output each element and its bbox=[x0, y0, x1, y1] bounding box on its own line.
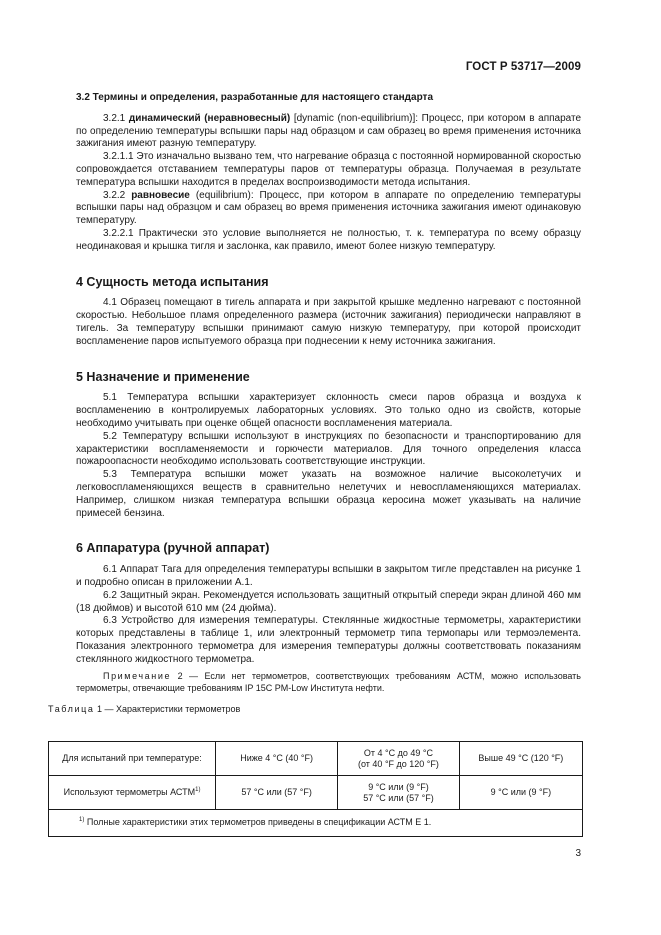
footnote-ref: 1) bbox=[195, 787, 201, 793]
section-5-heading: 5 Назначение и применение bbox=[76, 369, 250, 384]
cell-line: (от 40 °F до 120 °F) bbox=[358, 758, 439, 769]
paragraph-6-3: 6.3 Устройство для измерения температуры. Стеклянные жидкостные термометры, характеристики которых представлены в таблице 1, или электронный термометр типа термопары или термоэлемента. Показания электронного термометра для измерения температуры должны соответствовать показаниям стеклянного жидкостного термометра. bbox=[76, 615, 581, 665]
table-footnote bbox=[49, 810, 583, 837]
definition-text: [dynamic (non-equilibrium)]: Процесс, при котором в аппарате по определению температуры вспышки пары над образцом и сам образец во время применения источника зажигания имеют разную температуру. bbox=[76, 112, 582, 150]
table-cell bbox=[338, 742, 460, 776]
section-6-heading: 6 Аппаратура (ручной аппарат) bbox=[76, 541, 270, 556]
cell-line: 57 °С или (57 °F) bbox=[363, 792, 434, 803]
cell-text: Используют термометры АСТМ bbox=[63, 787, 196, 797]
row-header-cell bbox=[49, 776, 216, 810]
row-header-cell: Для испытаний при температуре: bbox=[49, 742, 216, 776]
note-label: Примечание bbox=[103, 671, 172, 682]
table-caption-label: Таблица bbox=[48, 704, 95, 715]
paragraph-6-2: 6.2 Защитный экран. Рекомендуется использовать защитный открытый спереди экран длиной 460 мм (18 дюймов) и высотой 610 мм (24 дюйма). bbox=[76, 589, 581, 614]
table-cell: 9 °С или (9 °F) bbox=[459, 776, 582, 810]
table-footnote-row bbox=[49, 810, 583, 837]
paragraph-number: 3.2.1 bbox=[103, 112, 126, 124]
paragraph-3-2-1-1: 3.2.1.1 Это изначально вызвано тем, что нагревание образца с постоянной нормированной скоростью сопровождается отставанием температуры паров от температуры образца. Получаемая в результате температура вспышки находится в пределах воспроизводимости метода испытания. bbox=[76, 151, 581, 188]
paragraph-4-1: 4.1 Образец помещают в тигель аппарата и при закрытой крышке медленно нагревают с постоянной скоростью. Небольшое пламя определенного размера (источник зажигания) периодически направляют в тигель. За температуру вспышки принимают самую низкую температуру, при которой происходит воспламенение паров испытуемого образца при поднесении к нему источника зажигания. bbox=[76, 297, 581, 347]
paragraph-5-3: 5.3 Температура вспышки может указать на возможное наличие высоколетучих и легковоспламеняющихся веществ в сравнительно нелетучих и невоспламеняющихся материалах. Например, слишком низкая температура вспышки образца керосина может указывать на наличие примесей бензина. bbox=[76, 469, 581, 519]
term-dynamic: динамический (неравновесный) bbox=[128, 112, 291, 124]
table-caption-text: 1 — Характеристики термометров bbox=[97, 704, 241, 715]
note-2 bbox=[76, 671, 581, 694]
section-4-heading: 4 Сущность метода испытания bbox=[76, 274, 269, 289]
paragraph-6-1: 6.1 Аппарат Тага для определения температуры вспышки в закрытом тигле представлен на рисунке 1 и подробно описан в приложении А.1. bbox=[76, 564, 581, 588]
definition-text: (equilibrium): Процесс, при котором в аппарате по определению температуры вспышки пары над образцом и сам образец во время применения источника зажигания имеют одинаковую температуру. bbox=[76, 189, 581, 227]
paragraph-5-1: 5.1 Температура вспышки характеризует склонность смеси паров образца и воздуха к воспламенению в контролируемых лабораторных условиях. Это только одно из свойств, которые необходимо учитывать при оценке общей опасности воспламенения материала. bbox=[76, 392, 581, 429]
section-3-2-heading: 3.2 Термины и определения, разработанные для настоящего стандарта bbox=[76, 92, 434, 103]
paragraph-3-2-2 bbox=[76, 190, 581, 228]
table-cell bbox=[338, 776, 460, 810]
table-cell: 57 °С или (57 °F) bbox=[216, 776, 338, 810]
table-cell: Выше 49 °С (120 °F) bbox=[459, 742, 582, 776]
table-row bbox=[49, 742, 583, 776]
table-caption bbox=[48, 703, 581, 716]
paragraph-3-2-2-1: 3.2.2.1 Практически это условие выполняется не полностью, т. к. температура по всему образцу неодинаковая и крышка тигля и заслонка, как правило, имеют более низкую температуру. bbox=[76, 227, 581, 252]
table-cell: Ниже 4 °С (40 °F) bbox=[216, 742, 338, 776]
note-text: 2 — Если нет термометров, соответствующих требованиям АСТМ, можно использовать термометры, отвечающие требованиям IP 15C PM-Low Института нефти. bbox=[76, 671, 581, 693]
page-body bbox=[48, 92, 582, 716]
document-code: ГОСТ Р 53717—2009 bbox=[465, 61, 581, 73]
table-row bbox=[49, 776, 583, 810]
footnote-text: Полные характеристики этих термометров приведены в спецификации АСТМ Е 1. bbox=[86, 816, 432, 827]
paragraph-number: 3.2.2 bbox=[103, 189, 126, 201]
thermometer-table bbox=[48, 741, 583, 837]
footnote-mark: 1) bbox=[79, 816, 85, 823]
paragraph-5-2: 5.2 Температуру вспышки используют в инструкциях по безопасности и транспортированию для характеристики воспламеняемости и горючести материалов. Для точного определения класса пожароопасности необходимо использовать соответствующие инструкции. bbox=[76, 430, 581, 468]
term-equilibrium: равновесие bbox=[131, 189, 190, 201]
cell-line: От 4 °С до 49 °С bbox=[363, 747, 434, 758]
paragraph-3-2-1 bbox=[76, 113, 581, 151]
page-number: 3 bbox=[575, 848, 581, 859]
cell-line: 9 °С или (9 °F) bbox=[368, 781, 429, 792]
thermometer-table-wrapper bbox=[48, 741, 583, 837]
